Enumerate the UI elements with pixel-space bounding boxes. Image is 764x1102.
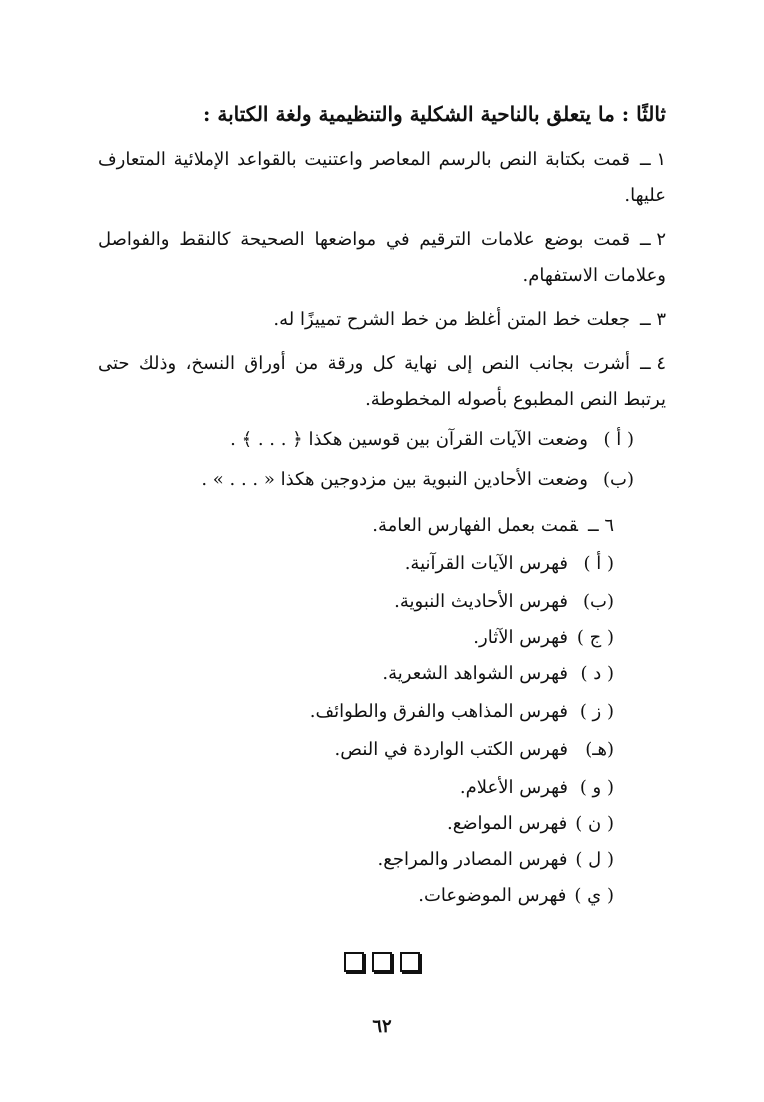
index-text: فهرس الشواهد الشعرية. — [382, 663, 568, 684]
item-6 — [372, 508, 614, 544]
page-number: ٦٢ — [372, 1016, 392, 1037]
subitem-letter: (ب) — [603, 469, 634, 490]
square-ornament-icon — [344, 952, 364, 972]
item-1 — [98, 142, 666, 214]
index-text: فهرس الآيات القرآنية. — [404, 553, 568, 574]
item-text: جعلت خط المتن أغلظ من خط الشرح تمييزًا له. — [273, 309, 631, 330]
index-letter: ( ل ) — [575, 849, 614, 870]
subitem-text: وضعت الآيات القرآن بين قوسين هكذا ﴿ . . . ﴾ . — [230, 429, 588, 450]
index-item — [310, 694, 614, 730]
index-letter: ( ج ) — [576, 627, 614, 648]
item-text: قمت بعمل الفهارس العامة. — [372, 515, 579, 536]
index-letter: ( و ) — [579, 777, 614, 798]
item-4 — [98, 346, 666, 418]
item-number: ٣ ــ — [640, 309, 666, 330]
index-letter: ( أ ) — [583, 553, 614, 574]
item-number: ٦ ــ — [588, 515, 614, 536]
index-text: فهرس الأحاديث النبوية. — [394, 591, 568, 612]
index-item — [382, 656, 614, 692]
index-letter: (هـ) — [585, 739, 614, 760]
subitem-b — [201, 462, 634, 498]
index-text: فهرس الموضوعات. — [418, 885, 567, 906]
item-number: ١ ــ — [640, 149, 666, 170]
index-letter: (ب) — [583, 591, 614, 612]
item-2 — [98, 222, 666, 294]
index-item — [335, 732, 614, 768]
square-ornament-icon — [372, 952, 392, 972]
index-item — [473, 620, 614, 656]
item-number: ٢ ــ — [640, 229, 666, 250]
index-text: فهرس المصادر والمراجع. — [377, 849, 568, 870]
index-text: فهرس الكتب الواردة في النص. — [334, 739, 568, 760]
item-text: أشرت بجانب النص إلى نهاية كل ورقة من أوراق النسخ، وذلك حتى يرتبط النص المطبوع بأصوله المخطوطة. — [98, 353, 666, 410]
index-item — [418, 878, 614, 914]
section-heading: ثالثًا : ما يتعلق بالناحية الشكلية والتنظيمية ولغة الكتابة : — [203, 102, 666, 126]
square-ornament-icon — [400, 952, 420, 972]
item-text: قمت بكتابة النص بالرسم المعاصر واعتنيت بالقواعد الإملائية المتعارف عليها. — [98, 149, 666, 206]
index-text: فهرس الآثار. — [473, 627, 568, 648]
subitem-a — [230, 422, 634, 458]
index-item — [405, 546, 614, 582]
index-letter: ( ز ) — [579, 701, 614, 722]
index-item — [447, 806, 614, 842]
subitem-letter: ( أ ) — [603, 429, 634, 450]
index-text: فهرس الأعلام. — [459, 777, 568, 798]
item-number: ٤ ــ — [640, 353, 667, 374]
subitem-text: وضعت الأحادين النبوية بين مزدوجين هكذا « . . . » . — [201, 469, 588, 490]
index-item — [378, 842, 614, 878]
section-divider — [0, 952, 764, 972]
index-item — [460, 770, 614, 806]
index-letter: ( ي ) — [574, 885, 614, 906]
index-text: فهرس المذاهب والفرق والطوائف. — [309, 701, 568, 722]
index-text: فهرس المواضع. — [446, 813, 568, 834]
index-letter: ( ن ) — [575, 813, 614, 834]
index-letter: ( د ) — [580, 663, 614, 684]
index-item — [394, 584, 614, 620]
item-3 — [98, 302, 666, 338]
item-text: قمت بوضع علامات الترقيم في مواضعها الصحيحة كالنقط والفواصل وعلامات الاستفهام. — [98, 229, 666, 286]
